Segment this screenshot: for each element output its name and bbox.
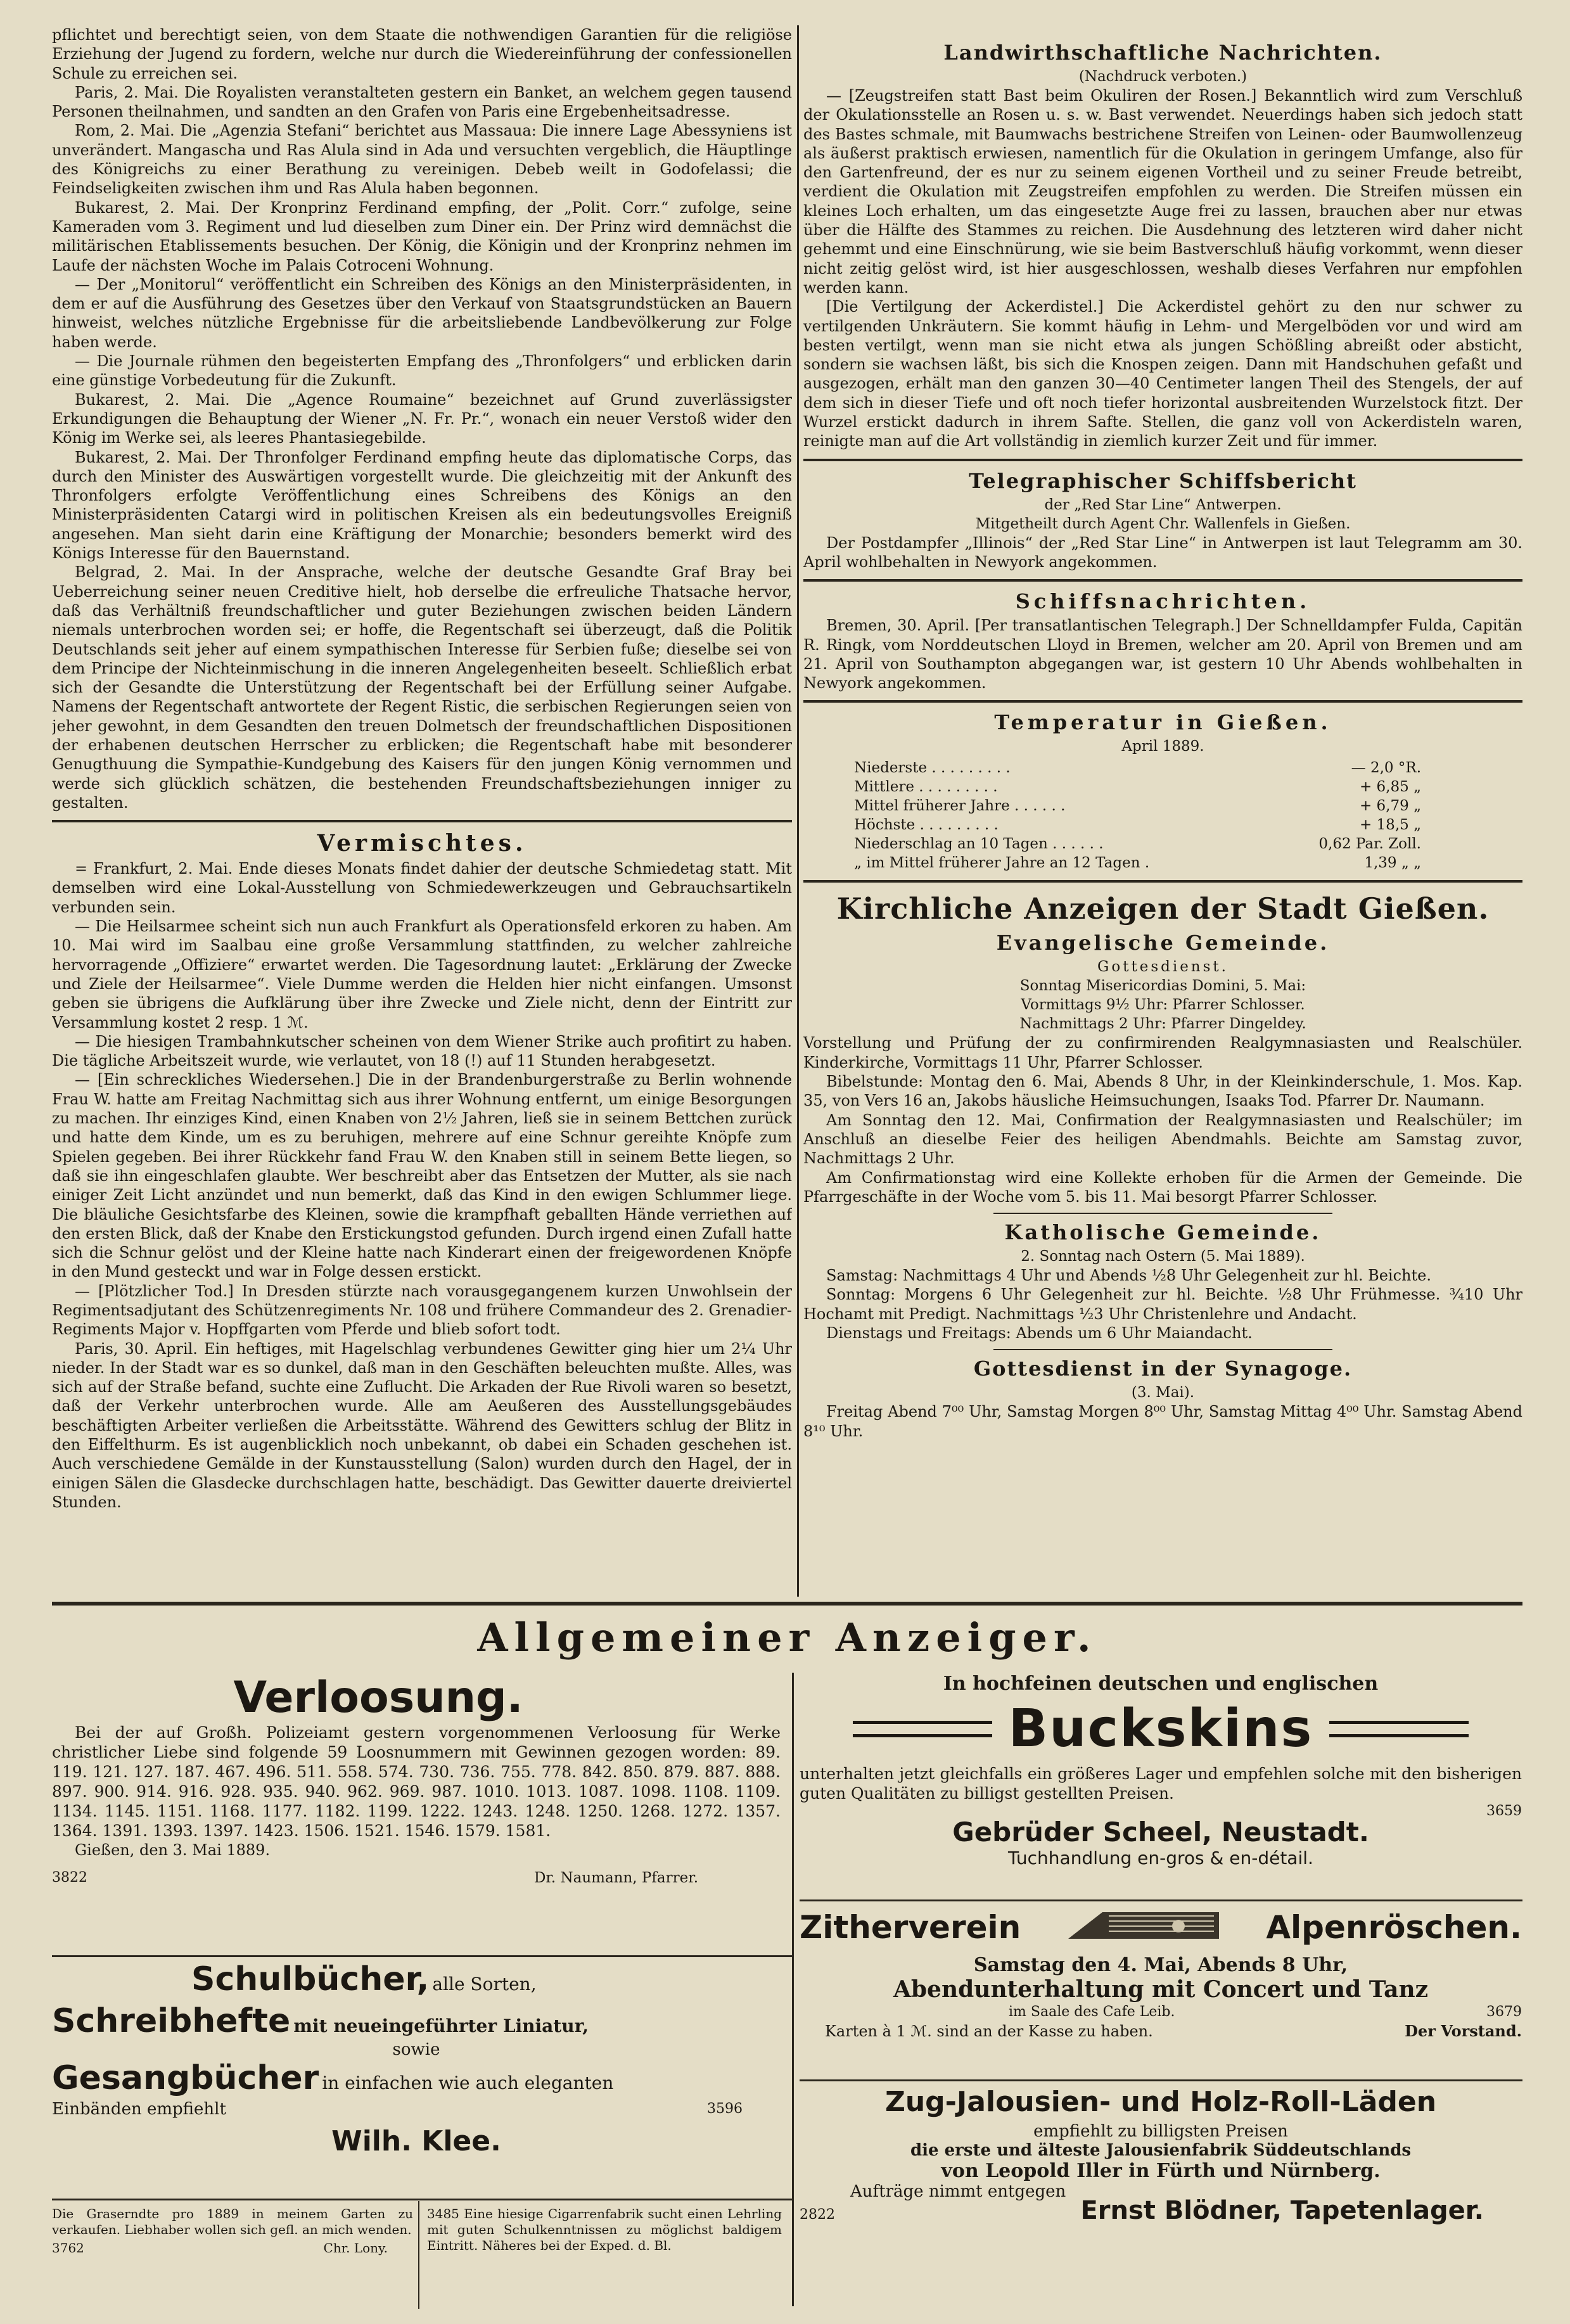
temp-value: 1,39 „ „ — [1364, 855, 1421, 872]
temp-label: „ im Mittel früherer Jahre an 12 Tagen . — [854, 855, 1150, 872]
temp-label: Mittlere . . . . . . . . . — [854, 779, 998, 796]
temp-value: + 18,5 „ — [1359, 817, 1421, 834]
section-divider — [803, 579, 1522, 582]
gesangbuecher-title: Gesangbücher — [52, 2059, 319, 2097]
evang-line: Sonntag Misericordias Domini, 5. Mai: — [1019, 978, 1306, 995]
buckskins-ad — [800, 1673, 1522, 1898]
temp-label: Mittel früherer Jahre . . . . . . — [854, 798, 1066, 815]
zither-date: Samstag den 4. Mai, Abends 8 Uhr, — [973, 1954, 1348, 1976]
news-paragraph: Belgrad, 2. Mai. In der Ansprache, welche der deutsche Gesandte Graf Bray bei Ueberreichung seiner neuen Creditive hielt, hob derselbe die erfreuliche Thatsache hervor, daß das Verhältniß freundschaftlicher und guter Beziehungen zwischen beiden Ländern niemals unterbrochen worden sei; er hoffe, die Regentschaft sei überzeugt, daß die Politik Deutschlands seit jeher auf einem sympathischen Interesse für Serbien fuße; dieselbe sei von dem Principe der Nichteinmischung in die inneren Angelegenheiten beseelt. Schließlich erbat sich der Gesandte die Unterstützung der Regentschaft bei der Erfüllung seiner Aufgabe. Namens der Regentschaft antwortete der Regent Ristic, die serbischen Regierungen seien von jeher gewohnt, in dem Gesandten den treuen Dolmetsch der freundschaftlichen Dispositionen der erhabenen deutschen Herrscher zu erblicken; die Regentschaft habe mit besonderer Genugthuung die Sympathie-Kundgebung des Kaisers für den jungen König vernommen und werde sich glücklich schätzen, die bestehenden Freundschaftsbeziehungen inniger zu gestalten. — [52, 563, 792, 812]
news-paragraph: Bukarest, 2. Mai. Der Kronprinz Ferdinand empfing, der „Polit. Corr.“ zufolge, seine Kameraden vom 3. Regiment und lud dieselben zum Diner ein. Der Prinz wird demnächst die militärischen Etablissements besuchen. Der König, die Königin und der Kronprinz nehmen im Laufe der nächsten Woche im Palais Cotroceni Wohnung. — [52, 198, 792, 274]
graserndte-name: Chr. Lony. — [323, 2240, 388, 2256]
news-paragraph: — Die hiesigen Trambahnkutscher scheinen von dem Wiener Strike auch profitirt zu haben. Die tägliche Arbeitszeit wurde, wie verlautet, von 18 (!) auf 11 Stunden herabgesetzt. — [52, 1032, 792, 1070]
tele-title: Telegraphischer Schiffsbericht — [969, 468, 1357, 493]
ad-divider — [418, 2201, 419, 2309]
temp-row — [854, 834, 1421, 853]
temp-label: Höchste . . . . . . . . . — [854, 817, 999, 834]
tele-line: Mitgetheilt durch Agent Chr. Wallenfels in Gießen. — [975, 515, 1351, 532]
ornament-lines — [1329, 1721, 1469, 1737]
news-paragraph: Bukarest, 2. Mai. Der Thronfolger Ferdinand empfing heute das diplomatische Corps, das durch den Minister des Auswärtigen vorgestellt wurde. Die gleichzeitig mit der Ankunft des Thronfolgers erfolgte Veröffentlichung eines Schreibens des Königs an den Ministerpräsidenten Catargi wird in politischen Kreisen als ein bedeutungsvolles Ereigniß angesehen. Man sieht darin eine Kräftigung der Monarchie; besonders bemerkt wird des Königs Interesse für den Bauernstand. — [52, 448, 792, 563]
news-paragraph: — Der „Monitorul“ veröffentlicht ein Schreiben des Königs an den Ministerpräsidenten, in dem er auf die Ausführung des Gesetzes über den Verkauf von Staatsgrundstücken an Bauern hinweist, welches nützliche Ergebnisse für die arbeitsliebende Landbevölkerung zur Folge haben werde. — [52, 275, 792, 351]
ad-number: 3596 — [707, 2101, 743, 2117]
schulbuecher-line4 — [52, 2059, 781, 2097]
schulbuecher-line5 — [52, 2100, 781, 2119]
zither-place-row — [800, 2003, 1522, 2022]
zither-tickets: Karten à 1 ℳ. sind an der Kasse zu haben. — [825, 2022, 1153, 2040]
temp-value: + 6,79 „ — [1359, 798, 1421, 815]
evang-line: Nachmittags 2 Uhr: Pfarrer Dingeldey. — [1019, 1016, 1306, 1033]
schiff-paragraph: Bremen, 30. April. [Per transatlantischen Telegraph.] Der Schnelldampfer Fulda, Capitän R. Ringk, vom Norddeutschen Lloyd in Bremen, welcher am 20. April von Bremen und am 21. April von Southampton abgegangen war, ist gestern 10 Uhr Abends wohlbehalten in Newyork angekommen. — [803, 616, 1522, 693]
schiff-title: Schiffsnachrichten. — [1015, 589, 1311, 614]
kirch-title: Kirchliche Anzeigen der Stadt Gießen. — [836, 891, 1490, 926]
jalousien-line1: empfiehlt zu billigsten Preisen — [1033, 2122, 1288, 2141]
anzeiger-title: Allgemeiner Anzeiger. — [477, 1614, 1097, 1661]
news-paragraph: — Die Journale rühmen den begeisterten Empfang des „Thronfolgers“ und erblicken darin eine günstige Vorbedeutung für die Zukunft. — [52, 352, 792, 390]
jalousien-line2: die erste und älteste Jalousienfabrik Süddeutschlands — [910, 2141, 1412, 2160]
schulbuecher-line1 — [191, 1960, 781, 1998]
zither-icon — [1064, 1907, 1223, 1948]
verloosung-ad — [52, 1673, 781, 1958]
cigarren-ad — [427, 2206, 782, 2314]
landw-title: Landwirthschaftliche Nachrichten. — [943, 41, 1382, 65]
kath-title: Katholische Gemeinde. — [1004, 1220, 1322, 1245]
kath-line: Samstag: Nachmittags 4 Uhr und Abends ½8 Uhr Gelegenheit zur hl. Beichte. — [826, 1267, 1431, 1285]
news-paragraph: Rom, 2. Mai. Die „Agenzia Stefani“ berichtet aus Massaua: Die innere Lage Abessyniens ist unverändert. Mangascha und Ras Alula sind in Ada und versuchten vergeblich, die Häuptlinge des Königreichs zu einer Berathung zu vereinigen. Debeb weilt in Godofelassi; die Feindseligkeiten zwischen ihm und Ras Alula haben begonnen. — [52, 122, 792, 198]
section-divider — [803, 700, 1522, 703]
zither-place: im Saale des Cafe Leib. — [1009, 2004, 1175, 2020]
landw-paragraph: [Die Vertilgung der Ackerdistel.] Die Ackerdistel gehört zu den nur schwer zu vertilgenden Unkräutern. Sie kommt häufig in Lehm- und Mergelböden vor und wird am besten vertilgt, wenn man sie nicht etwa als jungen Schößling abreißt oder absticht, sondern sie wachsen läßt, bis sich die Knospen zeigen. Dann mit Handschuhen gefaßt und ausgezogen, erhält man den ganzen 30—40 Centimeter langen Theil des Stengels, der auf dem sich in dieser Tiefe und oft noch tiefer horizontal ausbreitenden Wurzelstock fitzt. Der Wurzel erstickt dadurch in ihrem Safte. Stellen, die ganz voll von Ackerdisteln waren, reinigte man auf die Art vollständig in ziemlich kurzer Zeit und für immer. — [803, 298, 1522, 450]
temp-label: Niederste . . . . . . . . . — [854, 760, 1011, 777]
syn-paragraph: Freitag Abend 7⁰⁰ Uhr, Samstag Morgen 8⁰⁰ Uhr, Samstag Mittag 4⁰⁰ Uhr. Samstag Abend 8¹⁰ Uhr. — [803, 1403, 1522, 1440]
graserndte-ad — [52, 2206, 413, 2314]
temp-title: Temperatur in Gießen. — [994, 710, 1332, 735]
landw-subtitle: (Nachdruck verboten.) — [1078, 68, 1248, 85]
left-column — [52, 25, 792, 1603]
tele-paragraph: Der Postdampfer „Illinois“ der „Red Star Line“ in Antwerpen ist laut Telegramm am 30. April wohlbehalten in Newyork angekommen. — [803, 533, 1522, 571]
scheel-sub: Tuchhandlung en-gros & en-détail. — [1008, 1848, 1313, 1868]
buckskins-title: Buckskins — [1008, 1699, 1313, 1759]
gesangbuecher-sub: in einfachen wie auch eleganten — [322, 2072, 614, 2093]
ad-divider — [52, 2199, 792, 2200]
jalousien-ad — [800, 2086, 1522, 2314]
short-divider — [993, 1349, 1332, 1350]
schulbuecher-title: Schulbücher, — [191, 1960, 430, 1998]
bloedner-firm: Ernst Blödner, Tapetenlager. — [1080, 2196, 1484, 2225]
section-divider — [803, 880, 1522, 883]
evang-paragraph: Am Sonntag den 12. Mai, Confirmation der Realgymnasiasten und Realschüler; im Anschluß an dieselbe Feier des heiligen Abendmahls. Beichte am Samstag zuvor, Nachmittags 2 Uhr. — [803, 1111, 1522, 1168]
evang-line: Vormittags 9½ Uhr: Pfarrer Schlosser. — [1021, 997, 1305, 1014]
evang-paragraph: Am Confirmationstag wird eine Kollekte erhoben für die Armen der Gemeinde. Die Pfarrgeschäfte in der Woche vom 5. bis 11. Mai besorgt Pfarrer Schlosser. — [803, 1168, 1522, 1206]
syn-subtitle: (3. Mai). — [1131, 1384, 1195, 1401]
news-paragraph: pflichtet und berechtigt seien, von dem Staate die nothwendigen Garantien für die religiöse Erziehung der Jugend zu fordern, welche nur durch die Wiedereinführung der confessionellen Schule zu erreichen sei. — [52, 26, 792, 82]
section-divider — [52, 820, 792, 822]
landw-paragraph: — [Zeugstreifen statt Bast beim Okuliren der Rosen.] Bekanntlich wird zum Verschluß der Okulationsstelle an Rosen u. s. w. Bast verwendet. Neuerdings haben sich jedoch statt des Bastes schmale, mit Baumwachs bestrichene Streifen von Leinen- oder Baumwollenzeug als äußerst praktisch erwiesen, namentlich für die Okulation in geringem Umfange, also für den Gartenfreund, der es nur zu seinem eigenen Vortheil und zu seiner Freude betreibt, verdient die Okulation mit Zeugstreifen empfohlen zu werden. Die Streifen müssen ein kleines Loch erhalten, um das eingesetzte Auge frei zu lassen, brauchen aber nur etwas über die Hälfte des Stammes zu reichen. Die Ausdehnung des letzteren wird daher nicht gehemmt und eine Einschnürung, wie sie beim Bastverschluß häufig vorkommt, wenn dieser nicht zeitig gelöst wird, ist hier ausgeschlossen, weshalb dieses Verfahren nur empfohlen werden kann. — [803, 87, 1522, 297]
temp-row — [854, 796, 1421, 815]
column-divider — [797, 25, 799, 1597]
ad-divider — [800, 2079, 1522, 2081]
ad-divider — [52, 1955, 792, 1957]
ad-number: 3659 — [1486, 1803, 1522, 1819]
temp-value: — 2,0 °R. — [1351, 760, 1421, 777]
evang-paragraph: Bibelstunde: Montag den 6. Mai, Abends 8 Uhr, in der Kleinkinderschule, 1. Mos. Kap. 35, von Vers 16 an, Jakobs häusliche Heimsuchungen, Isaaks Tod. Pfarrer Dr. Naumann. — [803, 1073, 1522, 1110]
schulbuecher-line2 — [52, 2002, 781, 2040]
verloosung-footer — [52, 1868, 781, 1887]
ad-number: 3762 — [52, 2240, 84, 2256]
buckskins-headline: In hochfeinen deutschen und englischen — [943, 1673, 1379, 1695]
graserndte-text: Die Graserndte pro 1889 in meinem Garten zu verkaufen. Liebhaber wollen sich gefl. an mich wenden. — [52, 2206, 413, 2237]
schulbuecher-ad — [52, 1958, 781, 2199]
ornament-lines — [853, 1721, 992, 1737]
section-divider — [803, 459, 1522, 461]
news-paragraph: Paris, 2. Mai. Die Royalisten veranstalteten gestern ein Banket, an welchem gegen tausend Personen theilnahmen, und sandten an den Grafen von Paris eine Ergebenheitsadresse. — [52, 83, 792, 121]
page-divider — [52, 1602, 1522, 1606]
schreibhefte-title: Schreibhefte — [52, 2002, 291, 2040]
verloosung-title: Verloosung. — [233, 1673, 523, 1723]
jalousien-title: Zug-Jalousien- und Holz-Roll-Läden — [884, 2086, 1437, 2118]
zither-left: Zitherverein — [800, 1909, 1021, 1946]
temp-row — [854, 758, 1421, 777]
kath-line: Sonntag: Morgens 6 Uhr Gelegenheit zur hl. Beichte. ½8 Uhr Frühmesse. ¾10 Uhr Hochamt mit Predigt. Nachmittags ½3 Uhr Christenlehre und Andacht. — [803, 1286, 1522, 1323]
temp-value: 0,62 Par. Zoll. — [1318, 836, 1421, 853]
temp-row — [854, 777, 1421, 796]
buckskins-text: unterhalten jetzt gleichfalls ein größeres Lager und empfehlen solche mit den bisherigen guten Qualitäten zu billigst gestellten Preisen. — [800, 1765, 1522, 1803]
zither-title-row — [800, 1907, 1522, 1948]
jalousien-footer — [800, 2196, 1522, 2225]
tele-line: der „Red Star Line“ Antwerpen. — [1044, 496, 1282, 513]
news-paragraph: = Frankfurt, 2. Mai. Ende dieses Monats findet dahier der deutsche Schmiedetag statt. Mit demselben wird eine Lokal-Ausstellung von Schmiedewerkzeugen und Gebrauchsartikeln verbunden sein. — [52, 860, 792, 916]
zither-ad — [800, 1907, 1522, 2078]
evang-subtitle: Gottesdienst. — [1097, 959, 1229, 976]
buckskins-title-row — [800, 1699, 1522, 1759]
evang-title: Evangelische Gemeinde. — [996, 931, 1330, 955]
temp-row — [854, 853, 1421, 872]
zither-footer — [800, 2022, 1522, 2041]
klee-firm: Wilh. Klee. — [331, 2125, 501, 2157]
news-paragraph: — Die Heilsarmee scheint sich nun auch Frankfurt als Operationsfeld erkoren zu haben. Am 10. Mai wird im Saalbau eine große Versammlung stattfinden, zu welcher zahlreiche hervorragende „Offiziere“ erwartet werden. Die Tagesordnung lautet: „Erklärung der Zwecke und Ziele der Heilsarmee“. Viele Dumme werden die Helden hier nicht einfangen. Umsonst geben sie übrigens die Aufklärung über ihre Zwecke und Ziele nicht, denn der Eintritt zur Versammlung kostet 2 resp. 1 ℳ. — [52, 917, 792, 1031]
ads-column-divider — [792, 1673, 794, 2306]
kath-subtitle: 2. Sonntag nach Ostern (5. Mai 1889). — [1021, 1248, 1305, 1265]
cigarren-text: 3485 Eine hiesige Cigarrenfabrik sucht einen Lehrling mit guten Schulkenntnissen zu möglichst baldigem Eintritt. Näheres bei der Exped. d. Bl. — [427, 2206, 782, 2253]
short-divider — [993, 1213, 1332, 1214]
right-column — [803, 37, 1522, 1595]
verloosung-place-date: Gießen, den 3. Mai 1889. — [75, 1841, 271, 1859]
ad-divider — [800, 1899, 1522, 1901]
temp-table — [854, 758, 1421, 872]
schreibhefte-sub: mit neueingeführter Liniatur, — [293, 2015, 589, 2036]
scheel-firm: Gebrüder Scheel, Neustadt. — [952, 1816, 1369, 1848]
temp-value: + 6,85 „ — [1359, 779, 1421, 796]
news-paragraph: — [Plötzlicher Tod.] In Dresden stürzte nach vorausgegangenem kurzen Unwohlsein der Regimentsadjutant des Schützenregiments Nr. 108 und frühere Commandeur des 2. Grenadier-Regiments Major v. Hopffgarten vom Pferde und blieb sofort todt. — [52, 1282, 792, 1339]
zither-right: Alpenröschen. — [1266, 1909, 1522, 1946]
vermischtes-title: Vermischtes. — [317, 830, 527, 857]
news-paragraph: Bukarest, 2. Mai. Die „Agence Roumaine“ bezeichnet auf Grund zuverlässigster Erkundigungen die Behauptung der Wiener „N. Fr. Pr.“, wonach ein neuer Verstoß wider den König im Werke sei, als leeres Phantasiegebilde. — [52, 390, 792, 447]
jalousien-line4: Aufträge nimmt entgegen — [850, 2182, 1066, 2201]
zither-signer: Der Vorstand. — [1405, 2022, 1522, 2040]
ad-number: 3679 — [1486, 2004, 1522, 2020]
schulbuecher-sowie: sowie — [392, 2040, 440, 2059]
jalousien-line3: von Leopold Iller in Fürth und Nürnberg. — [941, 2160, 1381, 2182]
verloosung-text: Bei der auf Großh. Polizeiamt gestern vorgenommenen Verloosung für Werke christlicher Liebe sind folgende 59 Loosnummern mit Gewinnen gezogen worden: 89. 119. 121. 127. 187. 467. 496. 511. 558. 574. 730. 736. 755. 778. 842. 850. 879. 887. 888. 897. 900. 914. 916. 928. 935. 940. 962. 969. 987. 1010. 1013. 1087. 1098. 1108. 1109. 1134. 1145. 1151. 1168. 1177. 1182. 1199. 1222. 1243. 1248. 1250. 1268. 1272. 1357. 1364. 1391. 1393. 1397. 1423. 1506. 1521. 1546. 1579. 1581. — [52, 1723, 781, 1840]
evang-paragraph: Vorstellung und Prüfung der zu confirmirenden Realgymnasiasten und Realschüler. Kinderkirche, Vormittags 11 Uhr, Pfarrer Schlosser. — [803, 1034, 1522, 1071]
news-paragraph: Paris, 30. April. Ein heftiges, mit Hagelschlag verbundenes Gewitter ging hier um 2¼ Uhr nieder. In der Stadt war es so dunkel, daß man in den Geschäften beleuchten mußte. Alles, was sich auf der Straße befand, suchte eine Zuflucht. Die Arkaden der Rue Rivoli waren so besetzt, daß der Verkehr unterbrochen wurde. Alle am Aeußeren des Ausstellungsgebäudes beschäftigten Arbeiter verließen die Arbeitsstätte. Während des Gewitters schlug der Blitz in den Eiffelthurm. Es ist augenblicklich noch unbekannt, ob dabei ein Schaden geschehen ist. Auch verschiedene Gemälde in der Kunstausstellung (Salon) wurden durch den Hagel, der in einigen Sälen die Glasdecke durchschlagen hatte, beschädigt. Das Gewitter dauerte dreiviertel Stunden. — [52, 1339, 792, 1511]
temp-subtitle: April 1889. — [1121, 738, 1204, 755]
schulbuecher-empfiehlt: Einbänden empfiehlt — [52, 2100, 226, 2119]
graserndte-footer — [52, 2240, 413, 2256]
syn-title: Gottesdienst in der Synagoge. — [973, 1357, 1353, 1381]
anzeiger-header — [52, 1614, 1522, 1665]
kath-line: Dienstags und Freitags: Abends um 6 Uhr Maiandacht. — [826, 1324, 1253, 1342]
ad-number: 2822 — [800, 2207, 835, 2223]
temp-label: Niederschlag an 10 Tagen . . . . . . — [854, 836, 1104, 853]
temp-row — [854, 815, 1421, 834]
ad-number: 3822 — [52, 1870, 87, 1886]
verloosung-signature: Dr. Naumann, Pfarrer. — [533, 1870, 698, 1887]
news-paragraph: — [Ein schreckliches Wiedersehen.] Die in der Brandenburgerstraße zu Berlin wohnende Frau W. hatte am Freitag Nachmittag sich aus ihrer Wohnung entfernt, um einige Besorgungen zu machen. Ihr einziges Kind, einen Knaben von 2½ Jahren, ließ sie in seinem Bettchen zurück und hatte dem Kinde, um es zu beruhigen, mehrere auf eine Schnur gereihte Knöpfe zum Spielen gegeben. Bei ihrer Rückkehr fand Frau W. den Knaben still in seinem Bette liegen, so daß sie ihn eingeschlafen glaubte. Wer beschreibt aber das Entsetzen der Mutter, als sie nach einiger Zeit Licht anzündet und nun bemerkt, daß das Kind in den ewigen Schlummer liege. Die bläuliche Gesichtsfarbe des Kleinen, sowie die krampfhaft geballten Hände verriethen auf den ersten Blick, daß der Knabe den Erstickungstod gefunden. Durch irgend einen Zufall hatte sich die Schnur gelöst und der Kleine hatte nach Kinderart einen der freigewordenen Knöpfe in den Mund gesteckt und war in Folge dessen erstickt. — [52, 1071, 792, 1281]
schulbuecher-sub: alle Sorten, — [432, 1974, 537, 1995]
zither-event: Abendunterhaltung mit Concert und Tanz — [893, 1976, 1429, 2003]
